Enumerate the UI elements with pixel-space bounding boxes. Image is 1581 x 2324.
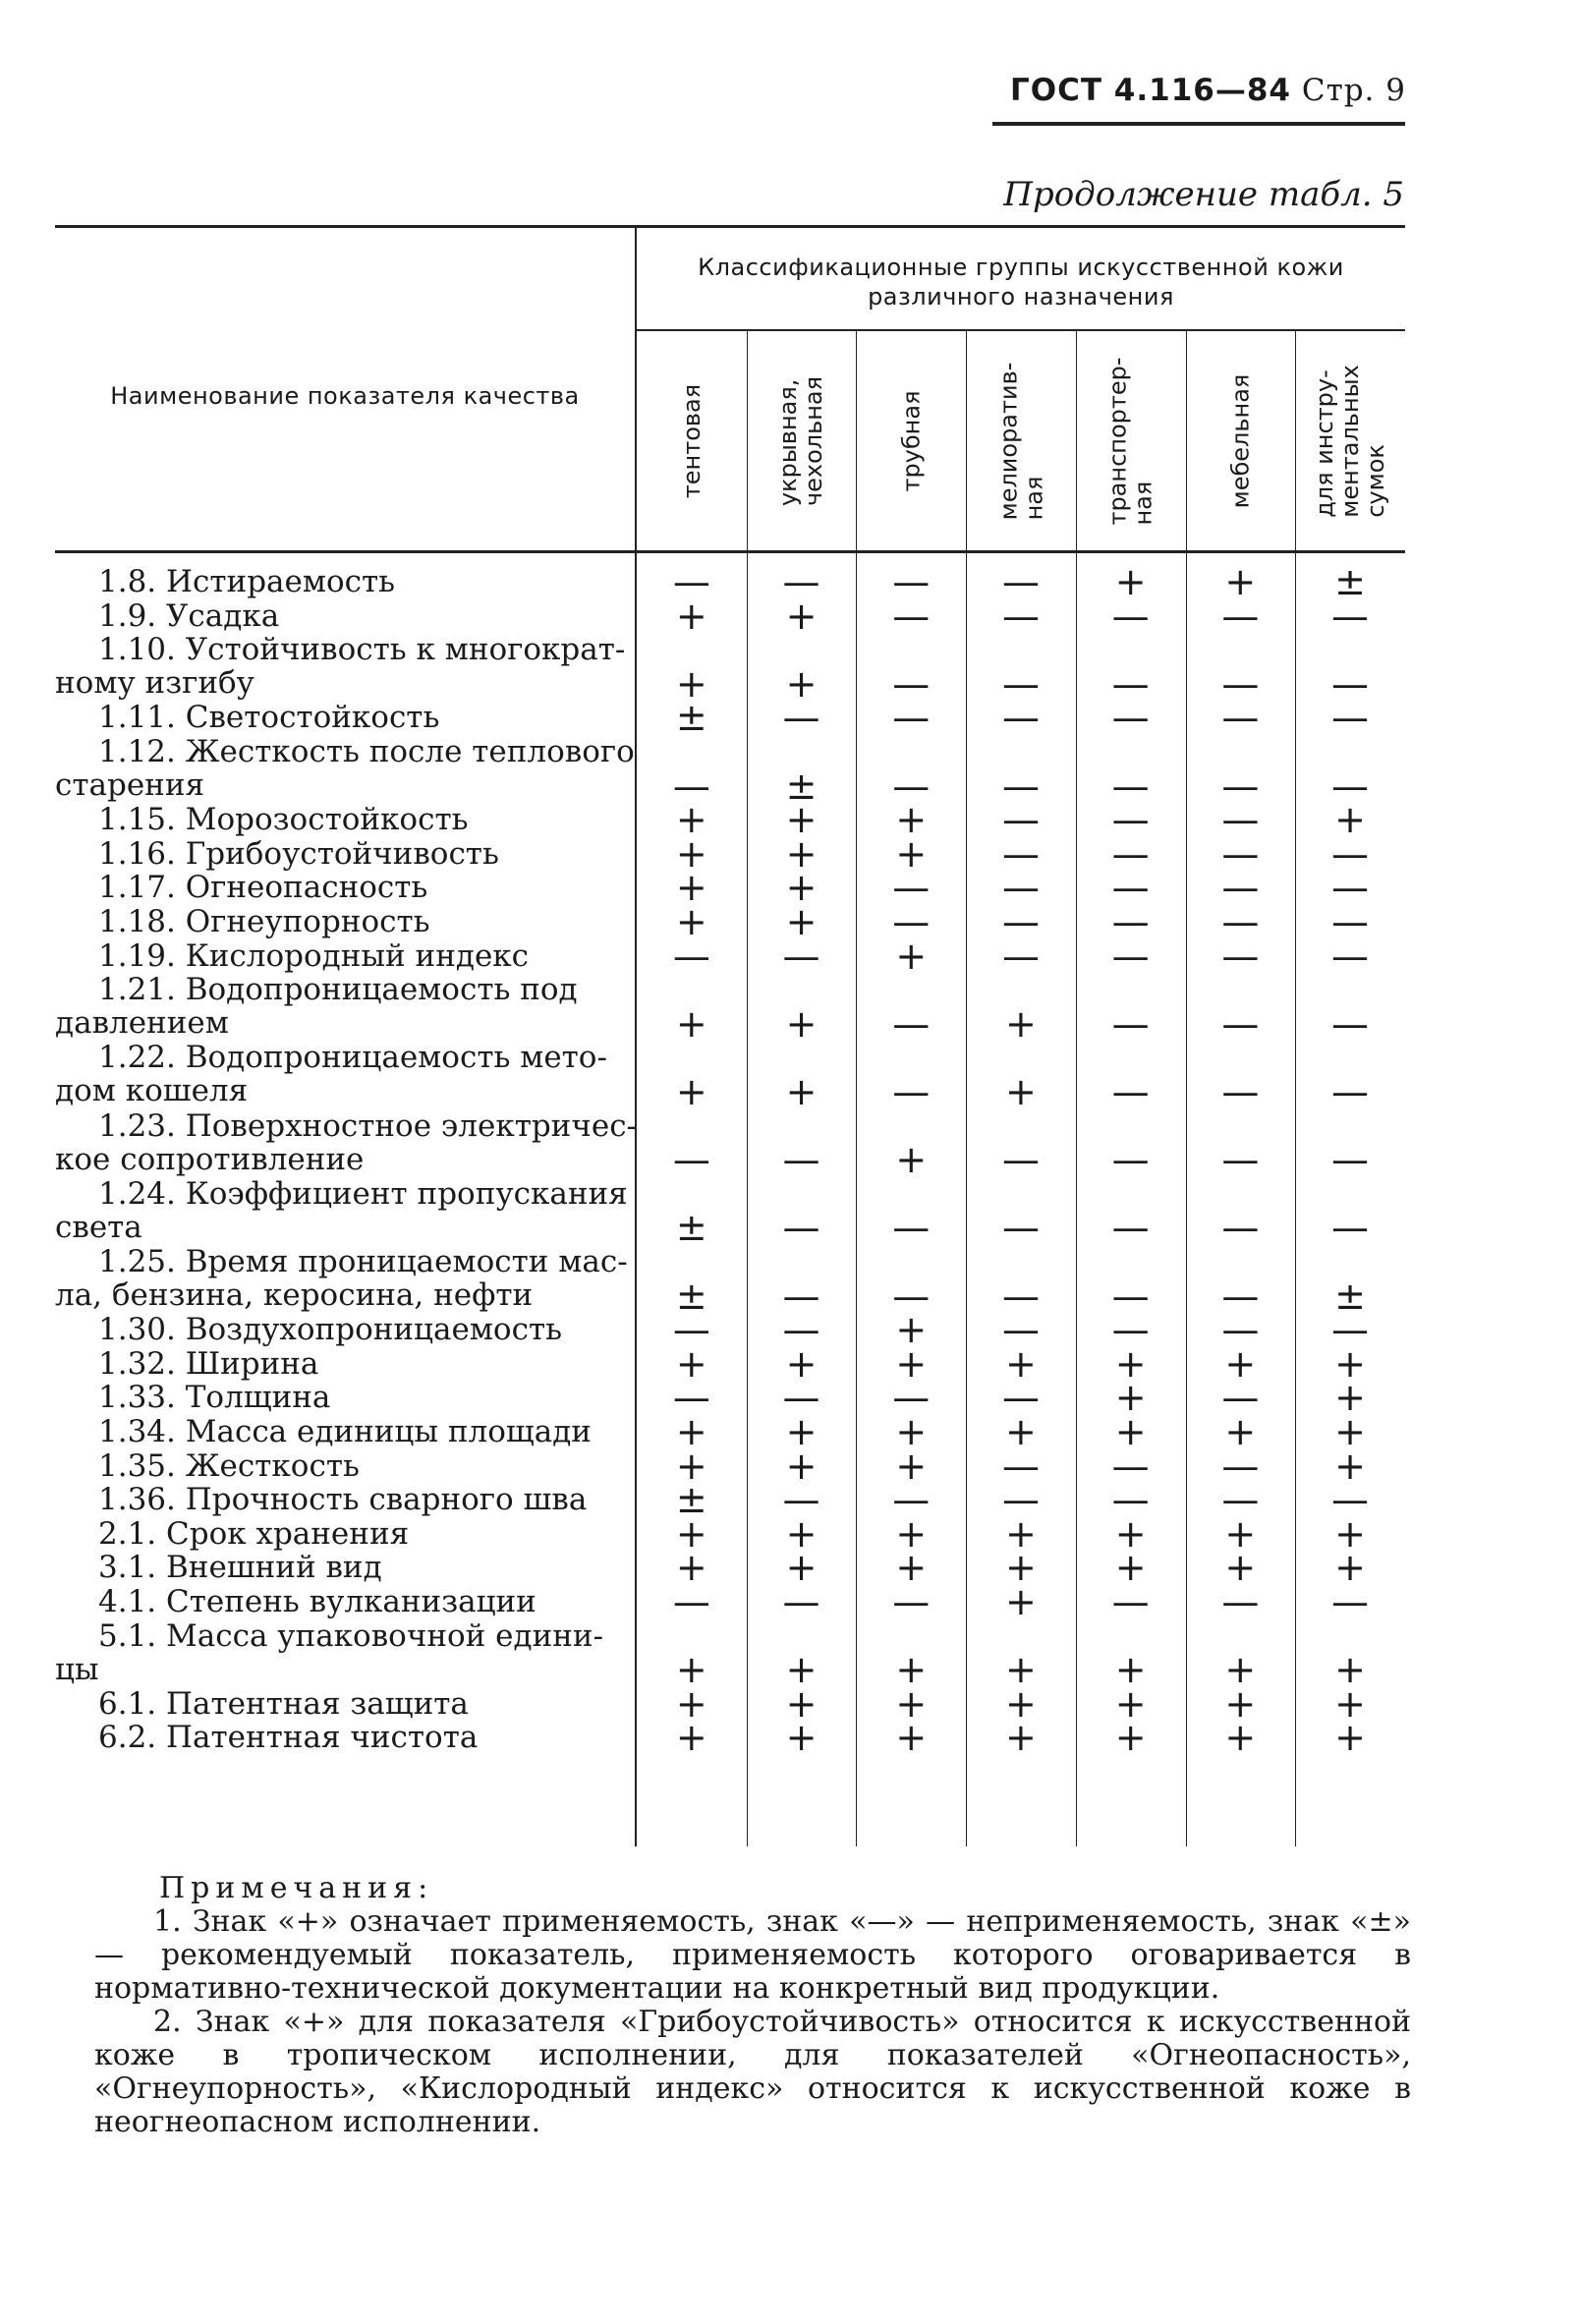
cell-mark: + [675,1681,707,1726]
row-label-line-1: 6.1. Патентная защита [98,1685,469,1722]
row-label-line-1: 1.24. Коэффициент пропускания [98,1175,628,1212]
row-label [55,1585,637,1618]
cell-mark: — [1331,1001,1370,1046]
cell-mark: + [1224,1410,1257,1453]
column-header-tent [637,337,747,545]
row-label [55,1721,637,1754]
row-label [55,599,637,633]
cell-mark: ± [675,696,707,740]
row-label [55,1109,637,1176]
column-header-label: мелиоратив- ная [993,362,1047,521]
cell-mark: — [672,1138,710,1182]
cell-mark: — [892,594,931,638]
cell-mark: — [1001,934,1040,978]
cell-mark: — [1221,831,1260,876]
column-header-tool-bags [1295,337,1405,545]
cell-mark: — [782,1206,820,1250]
cell-mark: ± [675,1206,707,1250]
quality-indicators-table [55,225,1405,1846]
cell-mark: — [1001,1478,1040,1522]
row-label-line-1: 1.21. Водопроницаемость под [98,972,578,1008]
row-label [55,1449,637,1483]
cell-mark: + [675,900,707,943]
cell-mark: ± [1334,560,1366,603]
column-header-label: трубная [897,390,926,492]
page-number: Стр. 9 [1301,73,1406,108]
row-label [55,905,637,938]
cell-mark: + [785,798,818,842]
cell-mark: — [1221,1376,1260,1420]
cell-mark: + [1334,1511,1366,1556]
name-column-header: Наименование показателя качества [110,382,580,410]
cell-mark: + [675,1546,707,1590]
note-2: 2. Знак «+» для показателя «Грибоустойчивость» относится к искусственной коже в тропическом исполнении, для показателей «Огнеопасность», «Огнеупорность», «Кислородный индекс» относится к искусственной коже в неогнеопасном исполнении. [94,2005,1411,2139]
cell-mark: — [1111,798,1150,842]
cell-mark: — [892,1070,931,1113]
cell-mark: — [1111,866,1150,910]
cell-mark: — [1331,696,1370,740]
row-label-line-1: 1.35. Жесткость [98,1447,360,1484]
row-label-line-1: 4.1. Степень вулканизации [98,1584,536,1619]
group-header-line-1: Классификационные группы искусственной кожи [698,254,1344,281]
cell-mark: + [1114,1716,1147,1760]
cell-mark: — [782,560,820,603]
cell-mark: + [1334,1444,1366,1488]
cell-mark: + [785,866,818,910]
column-header-label: транспортер- ная [1103,357,1158,526]
cell-mark: + [675,661,707,706]
cell-mark: + [1334,1410,1366,1453]
row-label [55,1517,637,1551]
cell-mark: — [1001,1206,1040,1250]
cell-mark: — [1001,661,1040,706]
row-label-line-2: старения [55,767,205,803]
row-label [55,1415,637,1448]
row-label-line-1: 1.33. Толщина [98,1380,331,1416]
cell-mark: + [1005,1716,1037,1760]
cell-mark: — [892,1478,931,1522]
cell-mark: — [1331,1580,1370,1623]
column-divider [747,329,748,1846]
cell-mark: + [1005,1648,1037,1692]
cell-mark: ± [675,1274,707,1318]
cell-mark: — [672,934,710,978]
cell-mark: — [892,1274,931,1318]
cell-mark: + [785,1511,818,1556]
column-divider [856,329,857,1846]
cell-mark: — [1111,764,1150,808]
cell-mark: + [1334,1546,1366,1590]
cell-mark: + [1224,1681,1257,1726]
cell-mark: + [675,1648,707,1692]
cell-mark: — [782,1274,820,1318]
cell-mark: + [895,1341,928,1386]
row-label [55,701,637,734]
cell-mark: — [1331,900,1370,943]
cell-mark: — [1111,1274,1150,1318]
cell-mark: ± [675,1478,707,1522]
notes [94,1872,1411,2139]
cell-mark: — [892,900,931,943]
cell-mark: — [1221,900,1260,943]
column-header-transport [1076,337,1186,545]
cell-mark: + [895,831,928,876]
cell-mark: — [782,1478,820,1522]
cell-mark: + [895,1444,928,1488]
cell-mark: — [1001,866,1040,910]
cell-mark: + [675,866,707,910]
row-label-line-2: давлением [55,1005,229,1042]
cell-mark: + [785,1648,818,1692]
column-header-label: укрывная, чехольная [774,375,828,507]
cell-mark: — [1331,661,1370,706]
cell-mark: + [785,1070,818,1113]
cell-mark: — [1001,1444,1040,1488]
row-label [55,1381,637,1414]
cell-mark: + [675,1001,707,1046]
cell-mark: — [1111,934,1150,978]
cell-mark: — [1001,1138,1040,1182]
cell-mark: + [1114,560,1147,603]
cell-mark: — [1221,594,1260,638]
cell-mark: — [1221,696,1260,740]
table-continuation-caption: Продолжение табл. 5 [1003,175,1404,214]
cell-mark: + [675,1444,707,1488]
cell-mark: + [1114,1681,1147,1726]
cell-mark: + [1334,1648,1366,1692]
row-label-line-1: 1.9. Усадка [98,597,280,634]
cell-mark: — [1001,831,1040,876]
row-label-line-1: 1.30. Воздухопроницаемость [98,1312,562,1348]
group-header [637,253,1405,312]
cell-mark: + [1114,1648,1147,1692]
cell-mark: + [1334,798,1366,842]
cell-mark: — [1111,900,1150,943]
cell-mark: — [1221,866,1260,910]
cell-mark: — [1331,1138,1370,1182]
cell-mark: — [1331,594,1370,638]
cell-mark: — [1331,934,1370,978]
cell-mark: — [1221,798,1260,842]
cell-mark: — [1111,831,1150,876]
cell-mark: + [785,1681,818,1726]
cell-mark: + [1334,1716,1366,1760]
column-header-furniture [1186,337,1296,545]
cell-mark: — [1001,764,1040,808]
cell-mark: + [1224,560,1257,603]
cell-mark: — [1111,1580,1150,1623]
cell-mark: — [892,866,931,910]
cell-mark: + [1005,1001,1037,1046]
row-label-line-2: кое сопротивление [55,1141,365,1177]
row-label-line-1: 1.23. Поверхностное электричес- [98,1107,638,1144]
cell-mark: — [1111,1478,1150,1522]
cell-mark: — [782,934,820,978]
column-divider [966,329,967,1846]
cell-mark: + [1334,1681,1366,1726]
cell-mark: + [785,1444,818,1488]
cell-mark: — [1111,594,1150,638]
cell-mark: — [1221,1274,1260,1318]
cell-mark: + [1334,1341,1366,1386]
cell-mark: — [892,696,931,740]
row-label-line-2: ному изгибу [55,665,254,702]
cell-mark: + [895,798,928,842]
cell-mark: + [785,900,818,943]
cell-mark: — [1001,594,1040,638]
cell-mark: — [1331,1070,1370,1113]
row-label-line-1: 1.16. Грибоустойчивость [98,835,499,872]
cell-mark: + [895,934,928,978]
row-label [55,939,637,973]
cell-mark: — [892,661,931,706]
row-label-line-1: 1.15. Морозостойкость [98,802,469,838]
cell-mark: — [782,1580,820,1623]
cell-mark: + [1224,1546,1257,1590]
row-label-line-2: ла, бензина, керосина, нефти [55,1277,534,1313]
standard-number: ГОСТ 4.116—84 [1009,73,1291,108]
notes-title: Примечания: [159,1871,434,1905]
cell-mark: + [895,1648,928,1692]
row-label [55,871,637,904]
cell-mark: + [1005,1580,1037,1623]
row-label-line-1: 1.8. Истираемость [98,564,396,599]
row-label-line-1: 1.11. Светостойкость [98,700,440,736]
column-divider [1295,329,1296,1846]
cell-mark: — [1221,1206,1260,1250]
table-top-rule [55,225,1405,228]
cell-mark: + [675,1511,707,1556]
cell-mark: + [1005,1341,1037,1386]
cell-mark: + [1114,1376,1147,1420]
cell-mark: + [1224,1716,1257,1760]
cell-mark: — [1221,1308,1260,1352]
cell-mark: — [1111,1444,1150,1488]
cell-mark: — [782,1376,820,1420]
cell-mark: + [1224,1341,1257,1386]
row-label-line-1: 1.12. Жесткость после теплового [98,734,635,769]
row-label [55,803,637,836]
cell-mark: — [1001,560,1040,603]
cell-mark: — [1331,1478,1370,1522]
cell-mark: + [895,1410,928,1453]
cell-mark: + [895,1681,928,1726]
cell-mark: + [1114,1511,1147,1556]
cell-mark: — [892,1001,931,1046]
cell-mark: — [1221,934,1260,978]
cell-mark: — [672,560,710,603]
row-label [55,1313,637,1346]
cell-mark: — [1221,1444,1260,1488]
row-label [55,565,637,598]
column-header-melior [966,337,1076,545]
cell-mark: + [895,1546,928,1590]
cell-mark: — [892,1580,931,1623]
row-label-line-1: 6.2. Патентная чистота [98,1720,479,1756]
cell-mark: + [785,1341,818,1386]
row-label-line-2: цы [55,1651,99,1687]
cell-mark: + [1005,1511,1037,1556]
row-label-line-1: 5.1. Масса упаковочной едини- [98,1617,604,1654]
cell-mark: + [675,594,707,638]
row-label-line-1: 1.22. Водопроницаемость мето- [98,1040,607,1076]
group-header-line-2: различного назначения [868,283,1174,311]
row-label [55,1177,637,1244]
row-label [55,837,637,871]
cell-mark: — [1001,1376,1040,1420]
row-label-line-1: 1.19. Кислородный индекс [98,937,530,974]
cell-mark: + [675,798,707,842]
cell-mark: + [785,1716,818,1760]
cell-mark: — [1111,1070,1150,1113]
cell-mark: — [1111,1206,1150,1250]
row-label [55,1041,637,1107]
cell-mark: — [1001,1274,1040,1318]
cell-mark: + [785,1546,818,1590]
cell-mark: + [675,1410,707,1453]
cell-mark: — [1221,1138,1260,1182]
cell-mark: + [785,661,818,706]
cell-mark: — [1001,798,1040,842]
cell-mark: + [785,1410,818,1453]
cell-mark: — [1331,831,1370,876]
cell-mark: + [1224,1511,1257,1556]
header-bottom-rule [55,550,1405,553]
cell-mark: + [675,1070,707,1113]
cell-mark: — [672,764,710,808]
cell-mark: + [785,594,818,638]
row-label-line-2: дом кошеля [55,1073,249,1109]
cell-mark: — [672,1308,710,1352]
cell-mark: — [1221,1580,1260,1623]
row-label [55,633,637,700]
row-label [55,1619,637,1686]
cell-mark: + [675,1716,707,1760]
cell-mark: + [895,1716,928,1760]
row-label-line-2: света [55,1209,142,1245]
cell-mark: — [1331,1308,1370,1352]
cell-mark: — [1221,1478,1260,1522]
row-label [55,973,637,1040]
cell-mark: + [1224,1648,1257,1692]
column-header-label: мебельная [1226,373,1255,509]
cell-mark: — [1221,661,1260,706]
cell-mark: + [785,831,818,876]
cell-mark: + [1114,1546,1147,1590]
cell-mark: + [1005,1070,1037,1113]
cell-mark: + [675,831,707,876]
row-label-line-1: 1.10. Устойчивость к многократ- [98,632,626,668]
cell-mark: + [1114,1341,1147,1386]
cell-mark: — [892,1206,931,1250]
cell-mark: ± [785,764,818,808]
cell-mark: ± [1334,1274,1366,1318]
cell-mark: — [892,764,931,808]
row-label [55,1483,637,1516]
cell-mark: — [1111,661,1150,706]
cell-mark: + [895,1308,928,1352]
cell-mark: — [1001,1308,1040,1352]
row-label-line-1: 1.25. Время проницаемости мас- [98,1244,628,1279]
cell-mark: — [1331,764,1370,808]
cell-mark: — [1331,1206,1370,1250]
row-label [55,735,637,802]
row-label [55,1551,637,1584]
column-divider [1186,329,1187,1846]
cell-mark: — [672,1580,710,1623]
cell-mark: — [782,1138,820,1182]
column-header-label: тентовая [677,383,706,499]
column-header-label: для инстру- ментальных сумок [1311,365,1390,518]
cell-mark: — [782,696,820,740]
row-label-line-1: 2.1. Срок хранения [98,1515,410,1552]
column-divider [1076,329,1077,1846]
cell-mark: — [1001,696,1040,740]
column-header-cover [747,337,857,545]
cell-mark: — [1221,1001,1260,1046]
cell-mark: — [672,1376,710,1420]
cell-mark: — [1111,1138,1150,1182]
cell-mark: + [1334,1376,1366,1420]
group-header-rule [637,329,1405,331]
cell-mark: — [1221,1070,1260,1113]
cell-mark: — [892,1376,931,1420]
row-label [55,1245,637,1312]
cell-mark: + [1005,1410,1037,1453]
cell-mark: — [1331,866,1370,910]
row-label-line-1: 1.32. Ширина [98,1345,319,1382]
cell-mark: — [1111,1308,1150,1352]
cell-mark: — [1111,696,1150,740]
row-label-line-1: 1.34. Масса единицы площади [98,1414,592,1449]
header-rule [992,122,1405,126]
cell-mark: + [895,1511,928,1556]
row-label-line-1: 3.1. Внешний вид [98,1550,382,1586]
row-label-line-1: 1.36. Прочность сварного шва [98,1482,588,1518]
cell-mark: + [1005,1681,1037,1726]
cell-mark: + [1005,1546,1037,1590]
row-label [55,1687,637,1721]
page-header [1010,73,1406,108]
cell-mark: + [785,1001,818,1046]
cell-mark: — [1111,1001,1150,1046]
cell-mark: — [782,1308,820,1352]
row-label-line-1: 1.18. Огнеупорность [98,904,430,939]
column-header-pipe [856,337,966,545]
row-label [55,1347,637,1381]
cell-mark: — [1221,764,1260,808]
cell-mark: — [892,560,931,603]
cell-mark: + [675,1341,707,1386]
cell-mark: — [1001,900,1040,943]
row-label-line-1: 1.17. Огнеопасность [98,870,428,906]
cell-mark: + [895,1138,928,1182]
note-1: 1. Знак «+» означает применяемость, знак «—» — неприменяемость, знак «±» — рекомендуемый показатель, применяемость которого оговаривается в нормативно-технической документации на конкретный вид продукции. [94,1904,1411,2006]
cell-mark: + [1114,1410,1147,1453]
